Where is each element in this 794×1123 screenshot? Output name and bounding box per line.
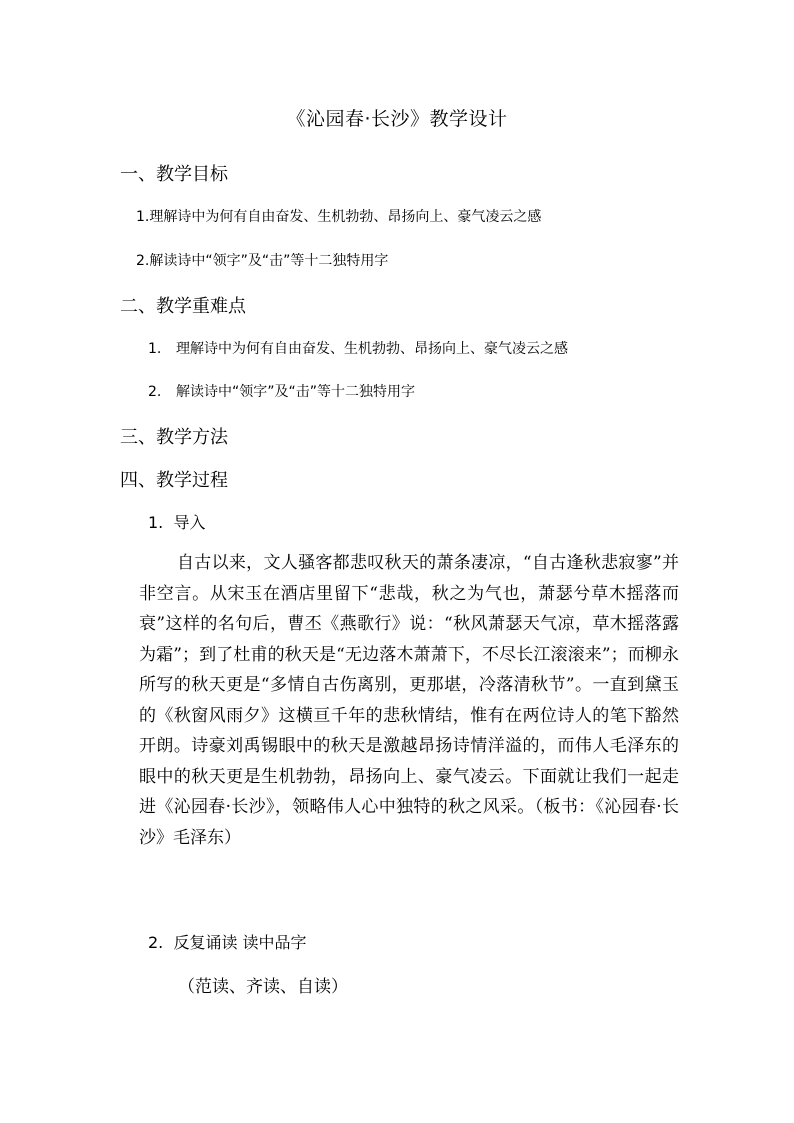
process-step-intro-heading: 1. 导入	[148, 513, 206, 532]
section-heading-teaching-process: 四、教学过程	[120, 470, 228, 491]
process-step-reading-heading: 2. 反复诵读 读中品字	[148, 933, 307, 952]
difficulty-item-number: 1.	[148, 341, 162, 357]
document-title: 《沁园春·长沙》教学设计	[286, 108, 508, 130]
goal-item-text: 解读诗中“领字”及“击”等十二独特用字	[149, 253, 389, 269]
intro-paragraph: 自古以来，文人骚客都悲叹秋天的萧条凄凉，“自古逢秋悲寂寥”并非空言。从宋玉在酒店里留下“悲哉，秋之为气也，萧瑟兮草木摇落而衰”这样的名句后，曹丕《燕歌行》说：“秋风萧瑟天气凉，草木摇落露为霜”；到了杜甫的秋天是“无边落木萧萧下，不尽长江滚滚来”；而柳永所写的秋天更是“多情自古伤离别，更那堪，冷落清秋节”。一直到黛玉的《秋窗风雨夕》这横亘千年的悲秋情结，惟有在两位诗人的笔下豁然开朗。诗豪刘禹锡眼中的秋天是激越昂扬诗情洋溢的，而伟人毛泽东的眼中的秋天更是生机勃勃，昂扬向上、豪气凌云。下面就让我们一起走进《沁园春·长沙》，领略伟人心中独特的秋之风采。（板书：《沁园春·长沙》毛泽东）	[139, 553, 679, 848]
section-heading-teaching-goals: 一、教学目标	[120, 164, 228, 185]
goal-item-1	[136, 206, 541, 226]
section-heading-teaching-methods: 三、教学方法	[120, 427, 228, 448]
goal-item-number: 2.	[136, 253, 150, 269]
difficulty-item-text: 解读诗中“领字”及“击”等十二独特用字	[176, 384, 416, 400]
difficulty-item-1	[148, 338, 568, 358]
goal-item-number: 1.	[136, 209, 150, 225]
difficulty-item-text: 理解诗中为何有自由奋发、生机勃勃、昂扬向上、豪气凌云之感	[176, 341, 568, 357]
difficulty-item-2	[148, 381, 415, 401]
section-heading-key-difficulties: 二、教学重难点	[120, 296, 246, 317]
goal-item-2	[136, 250, 388, 270]
goal-item-text: 理解诗中为何有自由奋发、生机勃勃、昂扬向上、豪气凌云之感	[149, 209, 542, 225]
difficulty-item-number: 2.	[148, 384, 162, 400]
reading-methods-note: （范读、齐读、自读）	[178, 977, 348, 997]
